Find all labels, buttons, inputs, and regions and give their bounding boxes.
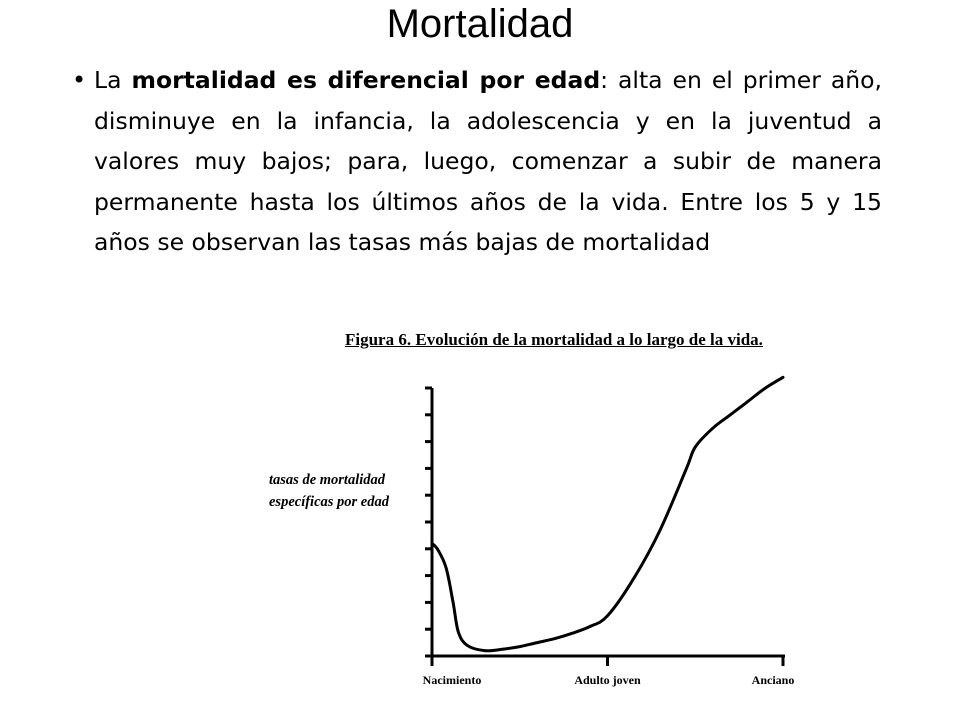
x-tick-label: Adulto joven — [574, 673, 641, 687]
bullet-text-body: : alta en el primer año, disminuye en la infancia, la adolescencia y en la juventud a valores muy bajos; para, luego, comenzar a subir de manera permanente hasta los últimos años de la vida. Entre los 5 y 15 años se observan las tasas más bajas de mortalidad — [94, 66, 882, 256]
series-group — [432, 377, 783, 651]
bullet-point-icon: • — [72, 66, 87, 94]
mortality-curve — [432, 377, 783, 651]
slide-title: Mortalidad — [386, 2, 574, 46]
chart-title: Figura 6. Evolución de la mortalidad a lo largo de la vida. — [345, 330, 763, 349]
y-axis-label — [269, 472, 390, 510]
bullet-text-intro: La — [94, 66, 132, 94]
x-axis — [423, 656, 795, 687]
y-axis-label-line: específicas por edad — [269, 494, 389, 510]
x-tick-label: Nacimiento — [422, 673, 482, 687]
bullet-text-emphasis: mortalidad es diferencial por edad — [131, 66, 601, 94]
y-axis-label-line: tasas de mortalidad — [269, 472, 386, 488]
y-axis — [425, 388, 432, 666]
x-tick-label: Anciano — [751, 673, 795, 687]
